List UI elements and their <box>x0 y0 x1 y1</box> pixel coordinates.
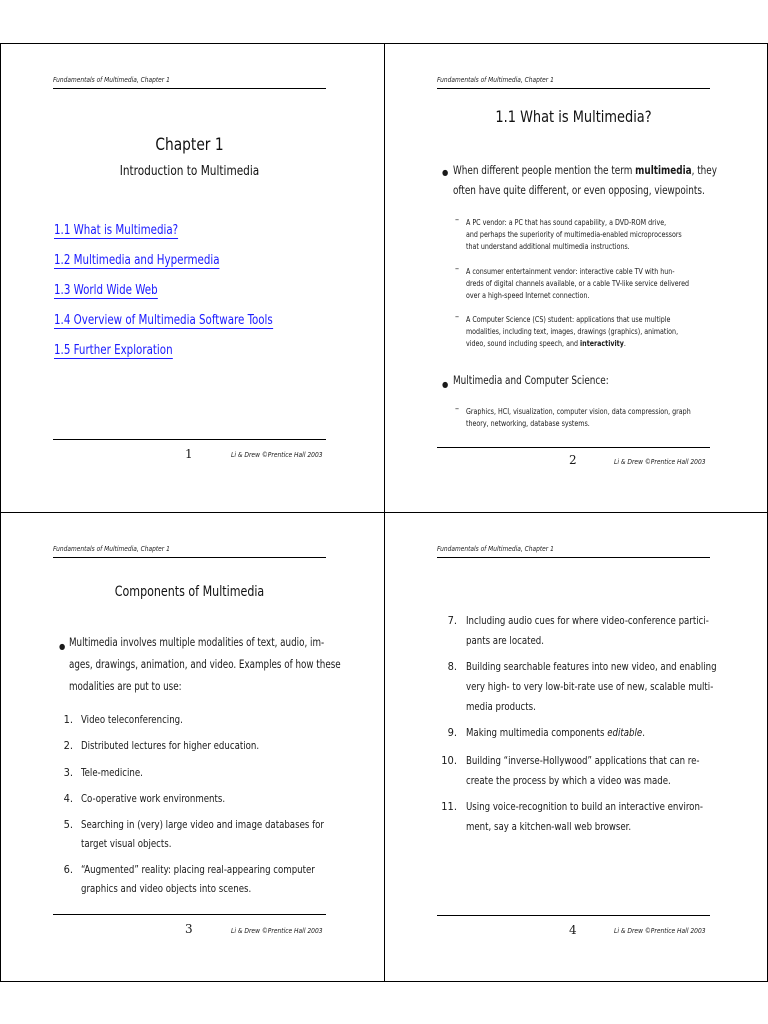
dash-icon: – <box>455 312 460 322</box>
page-number: 4 <box>569 923 577 937</box>
bullet-1-line-2: often have quite different, or even opposing, viewpoints. <box>453 184 705 197</box>
intro-line-2: ages, drawings, animation, and video. Examples of how these <box>69 658 341 671</box>
page-number: 3 <box>185 922 193 936</box>
footer-rule <box>53 439 326 440</box>
list-number: 11. <box>441 800 457 813</box>
header-rule <box>437 88 710 89</box>
list-text-cont: graphics and video objects into scenes. <box>81 882 252 895</box>
header-rule <box>53 557 326 558</box>
pc-vendor-line-2: and perhaps the superiority of multimedia-enabled microprocessors <box>466 229 682 239</box>
list-text: Video teleconferencing. <box>81 713 183 726</box>
bullet-icon: ● <box>59 642 66 651</box>
list-text-main: Making multimedia components <box>466 726 608 739</box>
slide-2 <box>385 44 768 513</box>
list-text: Including audio cues for where video-conference partici- <box>466 614 709 627</box>
list-text: Building searchable features into new video, and enabling <box>466 660 717 673</box>
toc-link-1-2[interactable]: 1.2 Multimedia and Hypermedia <box>54 253 220 268</box>
cs-student-line-1: A Computer Science (CS) student: applications that use multiple <box>466 314 671 324</box>
bullet-2-text: Multimedia and Computer Science: <box>453 374 609 387</box>
slide-4 <box>385 513 768 982</box>
pc-vendor-line-1: A PC vendor: a PC that has sound capability, a DVD-ROM drive, <box>466 217 667 227</box>
list-text-cont: media products. <box>466 700 536 713</box>
slide-header: Fundamentals of Multimedia, Chapter 1 <box>437 75 554 84</box>
list-number: 3. <box>63 766 73 779</box>
list-number: 8. <box>447 660 457 673</box>
list-text: Tele-medicine. <box>81 766 143 779</box>
list-text: Co-operative work environments. <box>81 792 226 805</box>
interactivity-term: interactivity <box>580 338 624 348</box>
list-text: Using voice-recognition to build an interactive environ- <box>466 800 704 813</box>
pc-vendor-line-3: that understand additional multimedia instructions. <box>466 241 630 251</box>
list-text: Distributed lectures for higher education. <box>81 739 260 752</box>
slide-header: Fundamentals of Multimedia, Chapter 1 <box>53 75 170 84</box>
slide-header: Fundamentals of Multimedia, Chapter 1 <box>437 544 554 553</box>
list-text-cont: pants are located. <box>466 634 544 647</box>
consumer-vendor-line-2: dreds of digital channels available, or a cable TV-like service delivered <box>466 278 690 288</box>
bullet-1-term: multimedia <box>635 164 692 177</box>
list-number: 6. <box>63 863 73 876</box>
list-text: Building “inverse-Hollywood” applications that can re- <box>466 754 700 767</box>
list-text-cont: very high- to very low-bit-rate use of new, scalable multi- <box>466 680 714 693</box>
list-text: “Augmented” reality: placing real-appearing computer <box>81 863 315 876</box>
bullet-1-line-1 <box>453 162 717 180</box>
slide-title: Components of Multimedia <box>114 584 265 600</box>
page-number: 1 <box>185 447 193 461</box>
chapter-title: Chapter 1 <box>155 135 224 155</box>
footer-rule <box>437 447 710 448</box>
slide-3 <box>1 513 384 982</box>
credit-line: Li & Drew ©Prentice Hall 2003 <box>231 451 323 459</box>
toc-link-1-5[interactable]: 1.5 Further Exploration <box>54 343 173 358</box>
toc-link-1-3[interactable]: 1.3 World Wide Web <box>54 283 158 298</box>
bullet-1-text-c: , they <box>691 164 717 177</box>
list-text-cont: ment, say a kitchen-wall web browser. <box>466 820 632 833</box>
bullet-icon: ● <box>442 168 449 177</box>
list-number: 7. <box>447 614 457 627</box>
cs-student-line-2: modalities, including text, images, drawings (graphics), animation, <box>466 326 679 336</box>
editable-term: editable <box>607 726 643 739</box>
cs-student-period: . <box>623 338 626 348</box>
list-number: 9. <box>447 726 457 739</box>
intro-line-3: modalities are put to use: <box>69 680 182 693</box>
bullet-icon: ● <box>442 380 449 389</box>
slide-title: 1.1 What is Multimedia? <box>495 107 652 126</box>
list-number: 4. <box>63 792 73 805</box>
footer-rule <box>437 915 710 916</box>
credit-line: Li & Drew ©Prentice Hall 2003 <box>614 927 706 935</box>
cs-areas-line-1: Graphics, HCI, visualization, computer vision, data compression, graph <box>466 406 691 416</box>
chapter-subtitle: Introduction to Multimedia <box>119 164 260 179</box>
cs-student-text: video, sound including speech, and <box>466 338 581 348</box>
slide-header: Fundamentals of Multimedia, Chapter 1 <box>53 544 170 553</box>
credit-line: Li & Drew ©Prentice Hall 2003 <box>614 458 706 466</box>
credit-line: Li & Drew ©Prentice Hall 2003 <box>231 927 323 935</box>
list-text: Searching in (very) large video and image databases for <box>81 818 324 831</box>
dash-icon: – <box>455 404 460 414</box>
consumer-vendor-line-1: A consumer entertainment vendor: interactive cable TV with hun- <box>466 266 675 276</box>
cs-student-line-3 <box>466 338 626 349</box>
page-number: 2 <box>569 453 577 467</box>
footer-rule <box>53 914 326 915</box>
list-number: 5. <box>63 818 73 831</box>
toc-link-1-4[interactable]: 1.4 Overview of Multimedia Software Tools <box>54 313 273 328</box>
toc-link-1-1[interactable]: 1.1 What is Multimedia? <box>54 223 179 238</box>
cs-areas-line-2: theory, networking, database systems. <box>466 418 590 428</box>
intro-line-1: Multimedia involves multiple modalities of text, audio, im- <box>69 636 325 649</box>
bullet-1-text-a: When different people mention the term <box>453 164 636 177</box>
list-text <box>466 724 645 741</box>
list-number: 2. <box>63 739 73 752</box>
list-text-cont: target visual objects. <box>81 837 172 850</box>
list-text-cont: create the process by which a video was made. <box>466 774 671 787</box>
dash-icon: – <box>455 264 460 274</box>
header-rule <box>437 557 710 558</box>
dash-icon: – <box>455 215 460 225</box>
header-rule <box>53 88 326 89</box>
list-text-end: . <box>642 726 645 739</box>
slide-1 <box>1 44 384 513</box>
consumer-vendor-line-3: over a high-speed Internet connection. <box>466 290 590 300</box>
list-number: 10. <box>441 754 457 767</box>
list-number: 1. <box>63 713 73 726</box>
